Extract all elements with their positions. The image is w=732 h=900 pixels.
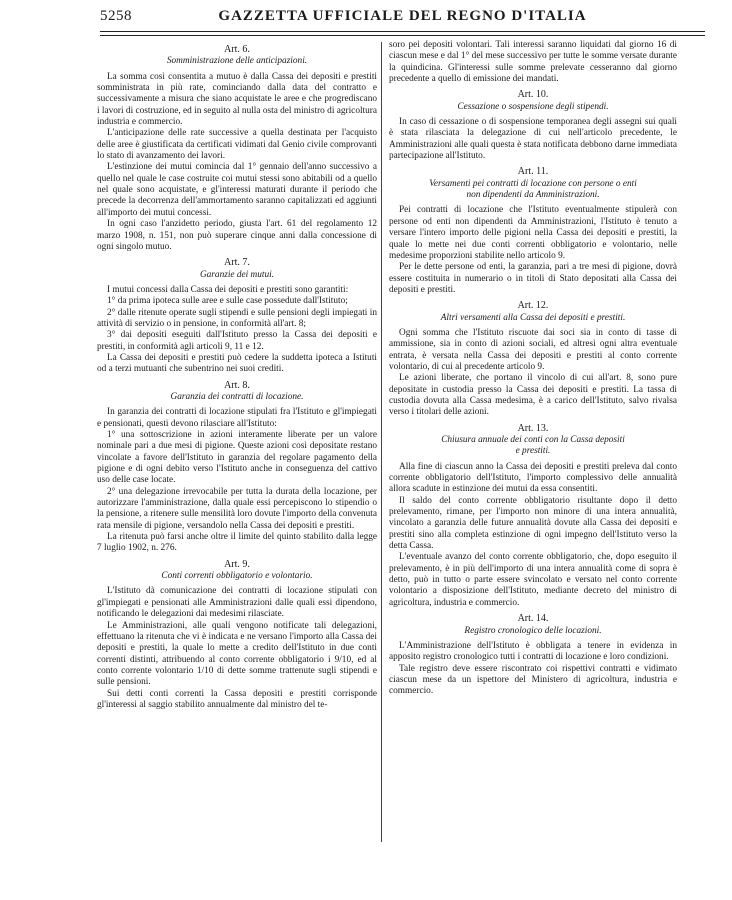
paragraph: La somma così consentita a mutuo è dalla Cassa dei depositi e prestiti somministrata in più rate, cominciando dalla data del contratto e successivamente a misura che siano acquistate le aree e che progrediscano i lavori di costruzione, ed in seguito al nulla osta del ministro di agricoltura industria e commercio.: [97, 71, 377, 128]
page-number: 5258: [100, 8, 132, 24]
paragraph: 2° una delegazione irrevocabile per tutta la durata della locazione, per autorizzare l'amministrazione, dalla quale essi percepiscono lo stipendio o la pensione, a ritenere sulle mensilità loro dovute l'importo della convenuta rata mensile di pigione, versandolo nella Cassa dei depositi e prestiti.: [97, 486, 377, 531]
article-rubric: Conti correnti obbligatorio e volontario.: [161, 571, 313, 582]
paragraph: L'Amministrazione dell'Istituto è obbligata a tenere in evidenza in apposito registro cronologico tutti i contratti di locazione e loro condizioni.: [389, 640, 677, 663]
paragraph: L'eventuale avanzo del conto corrente obbligatorio, che, dopo eseguito il prelevamento, è in più dell'importo di una intera annualità come di sopra è detto, può in tutto o parte essere svincolato e versato nel conto corrente volontario a disposizione dell'Istituto, mediante decreto del ministro di agricoltura, industria e commercio.: [389, 552, 677, 608]
column-divider: [381, 42, 382, 842]
paragraph: In garanzia dei contratti di locazione stipulati fra l'Istituto e gl'impiegati e pensionati, questi devono rilasciare all'Istituto:: [97, 407, 377, 429]
article-heading: Art. 8.: [224, 379, 250, 391]
article-rubric: Cessazione o sospensione degli stipendi.: [457, 101, 609, 112]
article-heading: Art. 11.: [517, 166, 549, 178]
left-column: [97, 40, 377, 711]
page-header: [100, 8, 705, 30]
article-heading: Art. 13.: [517, 422, 549, 434]
article-rubric-cont: e prestiti.: [515, 446, 551, 457]
right-column: [389, 40, 677, 698]
paragraph: In caso di cessazione o di sospensione temporanea degli assegni sui quali è stata rilasciata la delegazione di cui nell'articolo precedente, le Amministrazioni alle quali questa è stata notificata debbono darne immediata partecipazione all'Istituto.: [389, 117, 677, 162]
article-rubric: Registro cronologico delle locazioni.: [464, 625, 602, 636]
paragraph: Il saldo del conto corrente obbligatorio risultante dopo il detto prelevamento, rimane, per l'importo non minore di una intera annualità, vincolato a garanzia delle future annualità dovute alla Cassa dei depositi e prestiti sino alla completa estinzione di ogni impegno dell'Istituto verso la detta Cassa.: [389, 495, 677, 552]
paragraph: Le azioni liberate, che portano il vincolo di cui all'art. 8, sono pure depositate in custodia presso la Cassa dei depositi e prestiti. La tassa di custodia dovuta alla Cassa medesima, è a carico dell'Istituto, salvo rivalsa verso i titolari delle azioni.: [389, 373, 677, 418]
article-heading: Art. 10.: [517, 89, 549, 101]
paragraph: La ritenuta può farsi anche oltre il limite del quinto stabilito dalla legge 7 luglio 1902, n. 276.: [97, 532, 377, 554]
article-rubric: Versamenti pei contratti di locazione con persone o enti: [429, 178, 637, 189]
article-rubric: Altri versamenti alla Cassa dei depositi e prestiti.: [440, 312, 626, 323]
header-rule-top: [100, 31, 705, 32]
paragraph: Tale registro deve essere riscontrato coi rispettivi contratti e vidimato ciascun mese da un ispettore del Ministero di agricoltura, industria e commercio.: [389, 663, 677, 697]
paragraph: 2° dalle ritenute operate sugli stipendi e sulle pensioni degli impiegati in attività di servizio o in pensione, in conformità all'art. 8;: [97, 307, 377, 329]
paragraph: Per le dette persone od enti, la garanzia, pari a tre mesi di pigione, dovrà essere costituita in numerario o in titoli di Stato depositati alla Cassa dei depositi e prestiti.: [389, 262, 677, 295]
paragraph: Pei contratti di locazione che l'Istituto eventualmente stipulerà con persone od enti non dipendenti da Amministrazioni, l'Istituto è tenuto a versare l'intero importo delle pigioni nella Cassa dei depositi e prestiti, la quale lo mette nei due conti correnti obbligatorio e volontario, nelle medesime proporzioni stabilite nello articolo 9.: [389, 205, 677, 261]
paragraph: In ogni caso l'anzidetto periodo, giusta l'art. 61 del regolamento 12 marzo 1908, n. 151, non può superare cinque anni dalla concessione di ogni singolo mutuo.: [97, 219, 377, 252]
gazette-title: GAZZETTA UFFICIALE DEL REGNO D'ITALIA: [218, 8, 587, 24]
paragraph: L'estinzione dei mutui comincia dal 1° gennaio dell'anno successivo a quello nel quale le case costruite coi mutui stessi sono abitabili od a quello nel quale sono acquistate, e gl'interessi maturati durante il periodo che precede la decorrenza dell'ammortamento saranno capitalizzati ed aggiunti all'importo dei mutui concessi.: [97, 162, 377, 218]
article-heading: Art. 7.: [224, 257, 250, 269]
paragraph: 1° una sottoscrizione in azioni interamente liberate per un valore nominale pari a due mesi di pigione. Queste azioni così depositate restano vincolate a favore dell'Istituto in garanzia del regolare pagamento della pigione e di ogni debito verso l'Istituto anche in conseguenza del cattivo uso delle case locate.: [97, 430, 377, 486]
article-heading: Art. 6.: [224, 44, 250, 55]
article-heading: Art. 9.: [224, 558, 250, 570]
article-rubric: Chiusura annuale dei conti con la Cassa depositi: [441, 435, 625, 445]
paragraph: Sui detti conti correnti la Cassa depositi e prestiti corrisponde gl'interessi al saggio stabilito annualmente dal ministro del te-: [97, 688, 377, 710]
article-rubric: Garanzie dei mutui.: [199, 269, 275, 280]
paragraph: 1° da prima ipoteca sulle aree e sulle case possedute dall'Istituto;: [107, 296, 348, 307]
article-rubric: Somministrazione delle anticipazioni.: [166, 56, 308, 67]
paragraph: Ogni somma che l'Istituto riscuote dai soci sia in conto di tasse di ammissione, sia in conto di azioni sociali, ed altresì ogni altra eventuale entrata, è versata nella Cassa dei depositi e prestiti al conto corrente volontario, di cui al precedente articolo 9.: [389, 327, 677, 372]
paragraph: 3° dai depositi eseguiti dall'Istituto presso la Cassa dei depositi e prestiti, in conformità agli articoli 9, 11 e 12.: [97, 330, 377, 352]
paragraph: L'anticipazione delle rate successive a quella destinata per l'acquisto delle aree è giustificata da certificati vidimati dal Genio civile comprovanti lo stato di avanzamento dei lavori.: [97, 128, 377, 162]
paragraph: Le Amministrazioni, alle quali vengono notificate tali delegazioni, effettuano la ritenuta che vi è indicata e ne versano l'importo alla Cassa dei depositi e prestiti, la quale lo mette a credito dell'Istituto in due conti correnti distinti, attribuendo al conto corrente obbligatorio i 9/10, ed al conto corrente volontario 1/10 di dette somme trattenute sugli stipendi e sulle pensioni.: [97, 620, 377, 688]
paragraph: soro pei depositi volontari. Tali interessi saranno liquidati dal giorno 16 di ciascun mese e dal 1° del mese successivo per tutte le somme versate durante la quindicina. Gl'interessi sulle somme prelevate cesseranno dal giorno precedente a quello di emissione dei mandati.: [389, 40, 677, 85]
paragraph: La Cassa dei depositi e prestiti può cedere la suddetta ipoteca a Istituti od a terzi mutuanti che subentrino nei suoi crediti.: [97, 352, 377, 375]
article-heading: Art. 12.: [517, 300, 549, 312]
paragraph: L'Istituto dà comunicazione dei contratti di locazione stipulati con gl'impiegati e pensionati alle Amministrazioni dalle quali essi dipendono, notificando le delegazioni dai medesimi rilasciate.: [97, 586, 377, 620]
article-rubric: Garanzia dei contratti di locazione.: [170, 391, 304, 402]
article-rubric-cont: non dipendenti da Amministrazioni.: [466, 190, 600, 201]
header-rule-bottom: [100, 35, 705, 36]
article-heading: Art. 14.: [517, 613, 549, 625]
paragraph: I mutui concessi dalla Cassa dei depositi e prestiti sono garantiti:: [107, 284, 349, 295]
paragraph: Alla fine di ciascun anno la Cassa dei depositi e prestiti preleva dal conto corrente obbligatorio dell'Istituto, l'importo complessivo delle annualità allora scadute in estinzione dei mutui da essa consentiti.: [389, 461, 677, 495]
